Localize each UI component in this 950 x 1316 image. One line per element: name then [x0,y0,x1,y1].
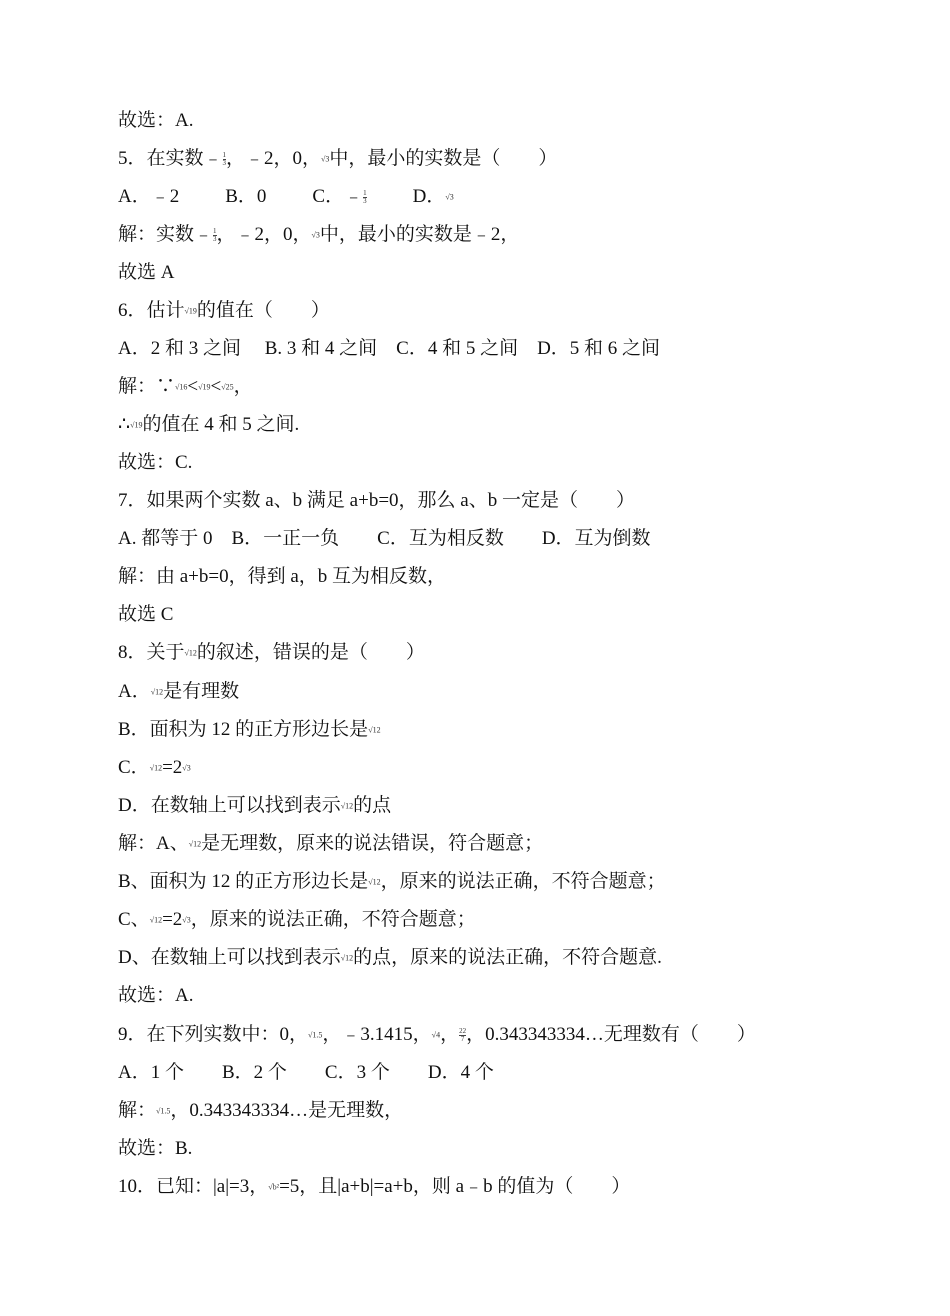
option-8a: A．√12是有理数 [118,681,240,702]
question-9: 9．在下列实数中：0，√1.5，﹣3.1415，√4， $\frac{22}{7}$ ，0.343343334…无理数有（ ） [118,1024,756,1045]
fraction-one-third: $\frac{1}{3}$ [213,227,217,244]
option-8b: B．面积为 12 的正方形边长是√12 [118,719,381,740]
sqrt3-expr: √3 [182,915,191,925]
question-8: 8．关于√12的叙述，错误的是（ ） [118,642,425,663]
sqrt12-expr: √12 [368,725,381,735]
options-7: A. 都等于 0 B．一正一负 C．互为相反数 D．互为倒数 [118,528,651,549]
solution-8b: B、面积为 12 的正方形边长是√12，原来的说法正确，不符合题意； [118,871,666,892]
sqrt12-expr: √12 [150,687,164,697]
answer-line: 故选：A. [118,110,194,131]
answer-line: 故选 C [118,604,174,625]
sqrt-one-point-five-expr: √1.5 [308,1030,323,1040]
solution-9: 解：√1.5，0.343343334…是无理数， [118,1100,404,1121]
answer-line: 故选：A. [118,985,194,1006]
solution-8c: C、√12=2√3，原来的说法正确，不符合题意； [118,909,476,930]
sqrt3-expr: √3 [321,154,330,164]
sqrt19-expr: √19 [184,306,197,316]
fraction-one-third: $\frac{1}{3}$ [222,151,227,168]
solution-6: 解：∵√16<√19<√25， [118,376,253,397]
question-10: 10．已知：|a|=3，√b²=5，且|a+b|=a+b，则 a﹣b 的值为（ ） [118,1176,631,1197]
sqrt-b-squared-expr: √b² [268,1182,280,1192]
answer-line: 故选：C. [118,452,193,473]
sqrt3-expr: √3 [311,230,320,240]
answer-line: 故选：B. [118,1138,193,1159]
options-6: A．2 和 3 之间 B. 3 和 4 之间 C．4 和 5 之间 D．5 和 6 之间 [118,338,661,359]
sqrt12-expr: √12 [368,877,381,887]
sqrt12-expr: √12 [184,648,197,658]
solution-6-conclusion: ∴√19的值在 4 和 5 之间. [118,414,300,435]
options-5: A．﹣2 B．0 C．﹣ $\frac{1}{3}$ D．√3 [118,186,454,207]
sqrt19-expr: √19 [130,420,143,430]
solution-8d: D、在数轴上可以找到表示√12的点，原来的说法正确，不符合题意. [118,947,662,968]
sqrt12-expr: √12 [340,953,354,963]
sqrt12-expr: √12 [149,763,163,773]
solution-8a: 解：A、√12是无理数，原来的说法错误，符合题意； [118,833,544,854]
fraction-one-third: $\frac{1}{3}$ [363,189,367,206]
sqrt12-expr: √12 [149,915,163,925]
options-9: A．1 个 B．2 个 C．3 个 D．4 个 [118,1062,494,1083]
solution-5: 解：实数﹣ $\frac{1}{3}$ ，﹣2，0，√3中，最小的实数是﹣2， [118,224,520,245]
question-6: 6．估计√19的值在（ ） [118,300,330,321]
answer-line: 故选 A [118,262,175,283]
sqrt16-expr: √16 [175,382,188,392]
sqrt4-expr: √4 [431,1030,441,1040]
sqrt19-expr: √19 [198,382,211,392]
fraction-22-7: $\frac{22}{7}$ [459,1027,467,1044]
question-5: 5．在实数﹣ $\frac{1}{3}$ ，﹣2，0，√3中，最小的实数是（ ） [118,148,558,169]
sqrt-one-point-five-expr: √1.5 [156,1106,171,1116]
sqrt25-expr: √25 [221,382,234,392]
sqrt12-expr: √12 [340,801,354,811]
sqrt12-expr: √12 [188,839,202,849]
solution-7: 解：由 a+b=0，得到 a，b 互为相反数， [118,566,447,587]
option-8d: D．在数轴上可以找到表示√12的点 [118,795,392,816]
sqrt3-expr: √3 [445,192,454,202]
option-8c: C．√12=2√3 [118,757,191,778]
question-7: 7．如果两个实数 a、b 满足 a+b=0，那么 a、b 一定是（ ） [118,490,635,511]
sqrt3-expr: √3 [182,763,191,773]
